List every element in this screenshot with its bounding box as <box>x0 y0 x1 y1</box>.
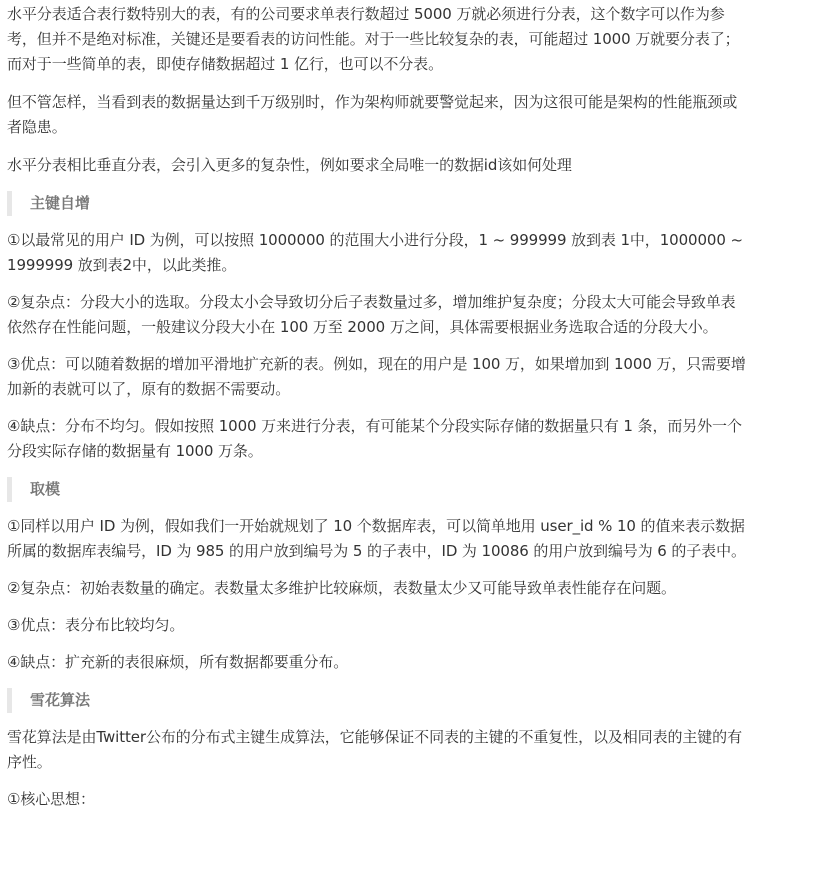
paragraph-modulo-cons: ④缺点：扩充新的表很麻烦，所有数据都要重分布。 <box>7 653 349 671</box>
paragraph-snowflake-intro: 雪花算法是由Twitter公布的分布式主键生成算法，它能够保证不同表的主键的不重复性，以及相同表的主键的有序性。 <box>7 728 742 771</box>
paragraph-range-complexity: ②复杂点：分段大小的选取。分段太小会导致切分后子表数量过多，增加维护复杂度；分段太大可能会导致单表依然存在性能问题，一般建议分段大小在 100 万至 2000 万之间，具体需要根据业务选取合适的分段大小。 <box>7 293 736 336</box>
paragraph-architect-warning: 但不管怎样，当看到表的数据量达到千万级别时，作为架构师就要警觉起来，因为这很可能是架构的性能瓶颈或者隐患。 <box>7 93 738 136</box>
paragraph-global-unique-id: 水平分表相比垂直分表，会引入更多的复杂性，例如要求全局唯一的数据id该如何处理 <box>7 156 572 174</box>
paragraph-snowflake-core-idea: ①核心思想： <box>7 790 95 808</box>
heading-snowflake: 雪花算法 <box>7 688 749 713</box>
paragraph-range-pros: ③优点：可以随着数据的增加平滑地扩充新的表。例如，现在的用户是 100 万，如果增加到 1000 万，只需要增加新的表就可以了，原有的数据不需要动。 <box>7 355 746 398</box>
heading-modulo: 取模 <box>7 477 749 502</box>
paragraph-range-cons: ④缺点：分布不均匀。假如按照 1000 万来进行分表，有可能某个分段实际存储的数据量只有 1 条，而另外一个分段实际存储的数据量有 1000 万条。 <box>7 417 742 460</box>
heading-auto-increment: 主键自增 <box>7 191 749 216</box>
paragraph-modulo-example: ①同样以用户 ID 为例，假如我们一开始就规划了 10 个数据库表，可以简单地用 user_id % 10 的值来表示数据所属的数据库表编号，ID 为 985 的用户放到编号为 5 的子表中，ID 为 10086 的用户放到编号为 6 的子表中。 <box>7 517 746 560</box>
article-body <box>0 2 819 812</box>
paragraph-modulo-complexity: ②复杂点：初始表数量的确定。表数量太多维护比较麻烦，表数量太少又可能导致单表性能存在问题。 <box>7 579 676 597</box>
paragraph-horizontal-sharding-intro: 水平分表适合表行数特别大的表，有的公司要求单表行数超过 5000 万就必须进行分表，这个数字可以作为参考，但并不是绝对标准，关键还是要看表的访问性能。对于一些比较复杂的表，可能超过 1000 万就要分表了；而对于一些简单的表，即使存储数据超过 1 亿行，也可以不分表。 <box>7 5 740 73</box>
paragraph-range-example: ①以最常见的用户 ID 为例，可以按照 1000000 的范围大小进行分段，1 ~ 999999 放到表 1中，1000000 ~ 1999999 放到表2中，以此类推。 <box>7 231 743 274</box>
paragraph-modulo-pros: ③优点：表分布比较均匀。 <box>7 616 185 634</box>
